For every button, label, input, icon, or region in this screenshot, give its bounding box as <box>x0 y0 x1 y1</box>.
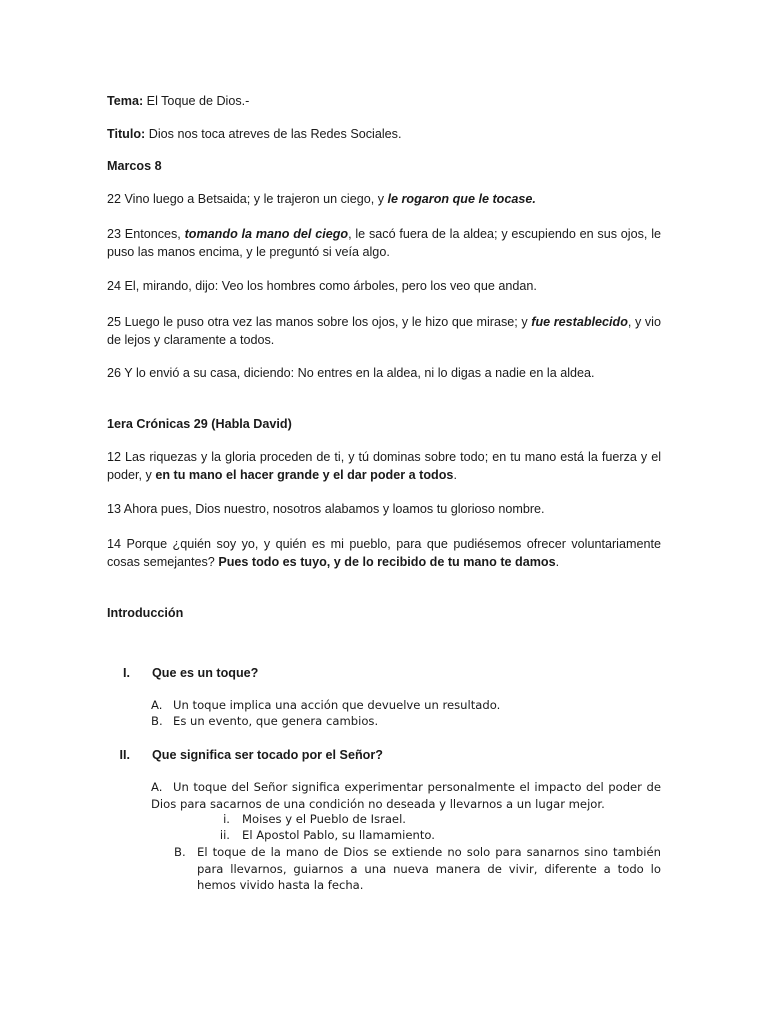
verse-text: 25 Luego le puso otra vez las manos sobre los ojos, y le hizo que mirase; y <box>107 315 532 329</box>
intro-heading: Introducción <box>107 606 184 620</box>
tema-line <box>107 92 661 110</box>
marcos-verse-24: 24 El, mirando, dijo: Veo los hombres como árboles, pero los veo que andan. <box>107 279 537 293</box>
list-letter: B. <box>151 714 163 728</box>
verse-text: . <box>453 468 457 482</box>
cronicas-verse-14 <box>107 535 661 571</box>
verse-emphasis: Pues todo es tuyo, y de lo recibido de tu mano te damos <box>218 555 556 569</box>
marcos-verse-25 <box>107 313 661 349</box>
list-item: El toque de la mano de Dios se extiende no solo para sanarnos sino también para llevarnos, guiarnos a una nueva manera de vivir, diferente a todo lo hemos vivido hasta la fecha. <box>197 845 661 892</box>
sub-list-item: Moises y el Pueblo de Israel. <box>242 812 406 826</box>
verse-text: 23 Entonces, <box>107 227 185 241</box>
titulo-value: Dios nos toca atreves de las Redes Sociales. <box>148 127 402 141</box>
verse-text: 14 Porque ¿quién soy yo, y quién es mi pueblo, para que pudiésemos ofrecer voluntariamente cosas semejantes? <box>107 537 661 569</box>
tema-value: El Toque de Dios.- <box>146 94 250 108</box>
titulo-label: Titulo: <box>107 127 146 141</box>
list-letter: A. <box>151 780 163 794</box>
cronicas-verse-12 <box>107 448 661 484</box>
sub-list-number: i. <box>223 812 230 826</box>
verse-text: . <box>555 555 560 569</box>
list-item: Un toque implica una acción que devuelve un resultado. <box>173 698 501 712</box>
marcos-heading: Marcos 8 <box>107 159 162 173</box>
list-letter: B. <box>174 845 186 859</box>
cronicas-heading: 1era Crónicas 29 (Habla David) <box>107 417 292 431</box>
verse-emphasis: en tu mano el hacer grande y el dar poder a todos <box>155 468 454 482</box>
verse-text: 12 Las riquezas y la gloria proceden de ti, y tú dominas sobre todo; en tu mano está la fuerza y el poder, y <box>107 450 661 482</box>
tema-label: Tema: <box>107 94 144 108</box>
verse-text: , le sacó fuera de la aldea; y escupiendo en sus ojos, le puso las manos encima, y le preguntó si veía algo. <box>107 227 661 259</box>
section-number: II. <box>119 748 130 762</box>
marcos-verse-26: 26 Y lo envió a su casa, diciendo: No entres en la aldea, ni lo digas a nadie en la aldea. <box>107 366 595 380</box>
section-title: Que es un toque? <box>152 666 259 680</box>
verse-emphasis: le rogaron que le tocase. <box>387 192 536 206</box>
marcos-verse-22 <box>107 190 661 208</box>
verse-emphasis: fue restablecido <box>531 315 628 329</box>
section-number: I. <box>123 666 130 680</box>
verse-emphasis: tomando la mano del ciego <box>184 227 349 241</box>
titulo-line <box>107 125 661 143</box>
cronicas-verse-13: 13 Ahora pues, Dios nuestro, nosotros alabamos y loamos tu glorioso nombre. <box>107 502 545 516</box>
sub-list-number: ii. <box>219 828 230 842</box>
section-title: Que significa ser tocado por el Señor? <box>152 748 383 762</box>
list-item: Es un evento, que genera cambios. <box>173 714 379 728</box>
verse-text: 22 Vino luego a Betsaida; y le trajeron un ciego, y <box>107 192 388 206</box>
marcos-verse-23 <box>107 225 661 261</box>
list-letter: A. <box>151 698 163 712</box>
sub-list-item: El Apostol Pablo, su llamamiento. <box>242 828 435 842</box>
verse-text: , y vio de lejos y claramente a todos. <box>107 315 661 347</box>
list-item: Un toque del Señor significa experimentar personalmente el impacto del poder de Dios para sacarnos de una condición no deseada y llevarnos a un lugar mejor. <box>151 780 661 811</box>
